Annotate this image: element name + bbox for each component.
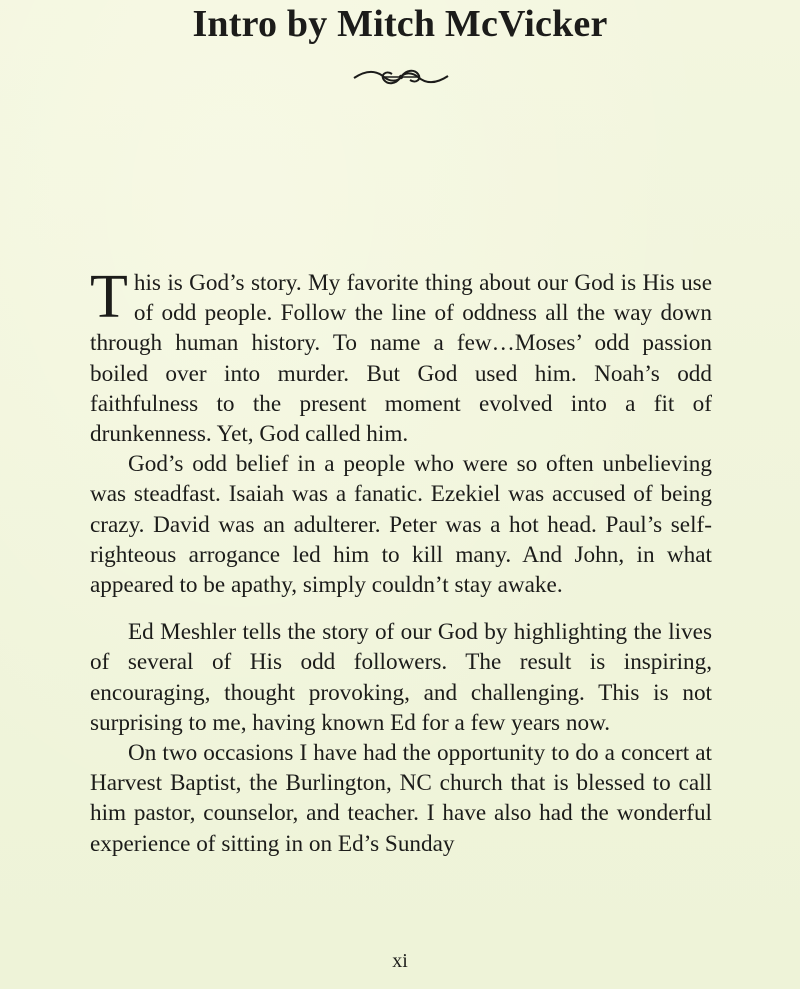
paragraph-4: On two occasions I have had the opportunity to do a concert at Harvest Baptist, the Burlington, NC church that is blessed to call him pastor, counselor, and teacher. I have also had the wonderful experience of sitting in on Ed’s Sunday	[90, 740, 712, 857]
paragraph-1-text: his is God’s story. My favorite thing about our God is His use of odd people. Follow the line of oddness all the way down through human history. To name a few…Moses’ odd passion boiled over into murder. But God used him. Noah’s odd faithfulness to the present moment evolved into a fit of drunkenness. Yet, God called him.	[90, 270, 712, 448]
paragraph-1	[90, 263, 712, 449]
page-title: Intro by Mitch McVicker	[192, 3, 608, 45]
page-number: xi	[392, 950, 408, 972]
intro-body	[90, 263, 712, 859]
paragraph-2: God’s odd belief in a people who were so often unbelieving was steadfast. Isaiah was a fanatic. Ezekiel was accused of being crazy. David was an adulterer. Peter was a hot head. Paul’s self-righteous arrogance led him to kill many. And John, in what appeared to be apathy, simply couldn’t stay awake.	[90, 451, 712, 599]
scroll-flourish-icon	[352, 64, 450, 90]
drop-cap: T	[90, 263, 128, 331]
paragraph-3: Ed Meshler tells the story of our God by highlighting the lives of several of His odd followers. The result is inspiring, encouraging, thought provoking, and challenging. This is not surprising to me, having known Ed for a few years now.	[90, 619, 712, 736]
